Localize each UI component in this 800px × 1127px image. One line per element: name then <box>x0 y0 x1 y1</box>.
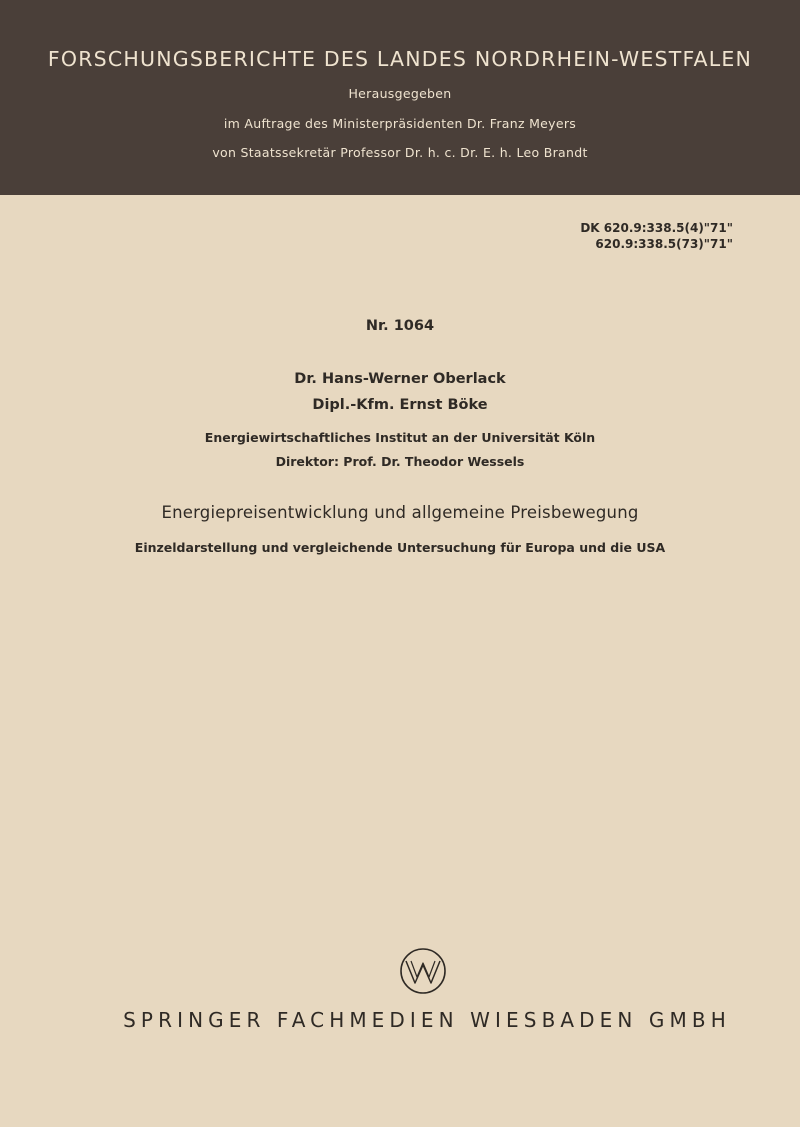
series-header-band <box>0 0 800 195</box>
springer-w-circle-logo-icon <box>398 946 448 996</box>
editor-line-1: Herausgegeben <box>348 86 452 101</box>
report-number: Nr. 1064 <box>365 318 435 334</box>
author-2: Dipl.-Kfm. Ernst Böke <box>312 397 488 413</box>
institute-director: Direktor: Prof. Dr. Theodor Wessels <box>275 454 525 469</box>
publisher-name: SPRINGER FACHMEDIEN WIESBADEN GMBH <box>123 1008 731 1032</box>
editor-line-3: von Staatssekretär Professor Dr. h. c. Dr. E. h. Leo Brandt <box>212 145 588 160</box>
book-subtitle: Einzeldarstellung und vergleichende Untersuchung für Europa und die USA <box>134 540 666 555</box>
series-title: FORSCHUNGSBERICHTE DES LANDES NORDRHEIN-WESTFALEN <box>47 47 753 71</box>
institute-name: Energiewirtschaftliches Institut an der Universität Köln <box>204 430 596 445</box>
book-title: Energiepreisentwicklung und allgemeine Preisbewegung <box>161 503 639 522</box>
classification-line-1: DK 620.9:338.5(4)"71" <box>580 221 733 235</box>
classification-block <box>580 220 733 252</box>
classification-line-2: 620.9:338.5(73)"71" <box>595 237 733 251</box>
author-1: Dr. Hans-Werner Oberlack <box>294 371 506 387</box>
editor-line-2: im Auftrage des Ministerpräsidenten Dr. Franz Meyers <box>223 116 577 131</box>
